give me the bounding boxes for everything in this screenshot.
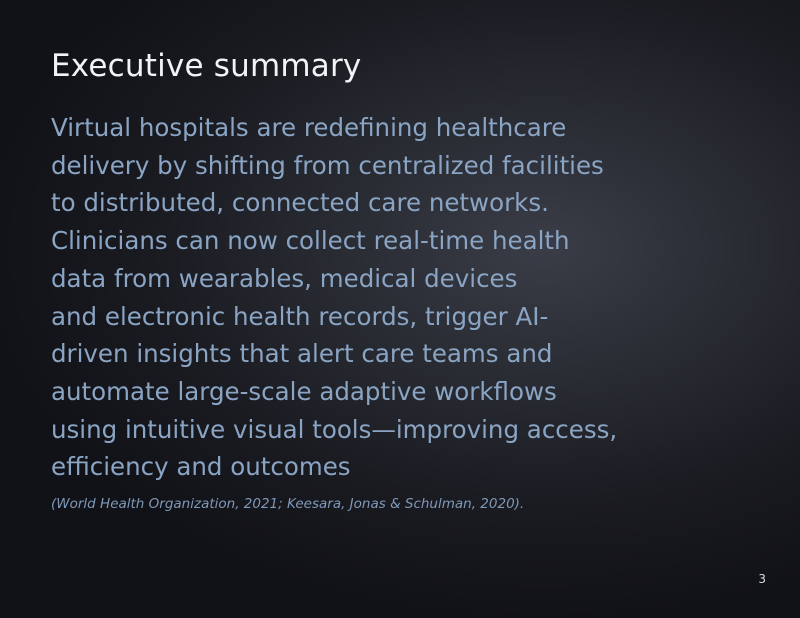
summary-line: to distributed, connected care networks. <box>51 188 549 218</box>
summary-line: Clinicians can now collect real-time health <box>51 226 570 256</box>
summary-line: efficiency and outcomes <box>51 452 351 482</box>
summary-line: and electronic health records, trigger AI- <box>51 301 549 331</box>
summary-line: automate large-scale adaptive workflows <box>51 376 557 406</box>
summary-paragraph <box>51 109 671 486</box>
summary-line: using intuitive visual tools—improving access, <box>51 414 618 444</box>
summary-line: delivery by shifting from centralized facilities <box>51 150 604 180</box>
summary-line: Virtual hospitals are redefining healthcare <box>51 113 567 142</box>
citation: (World Health Organization, 2021; Keesara, Jonas & Schulman, 2020). <box>51 496 525 512</box>
summary-line: data from wearables, medical devices <box>51 263 518 293</box>
slide-title: Executive summary <box>51 48 362 84</box>
page-number: 3 <box>758 572 766 586</box>
summary-line: driven insights that alert care teams and <box>51 339 553 369</box>
